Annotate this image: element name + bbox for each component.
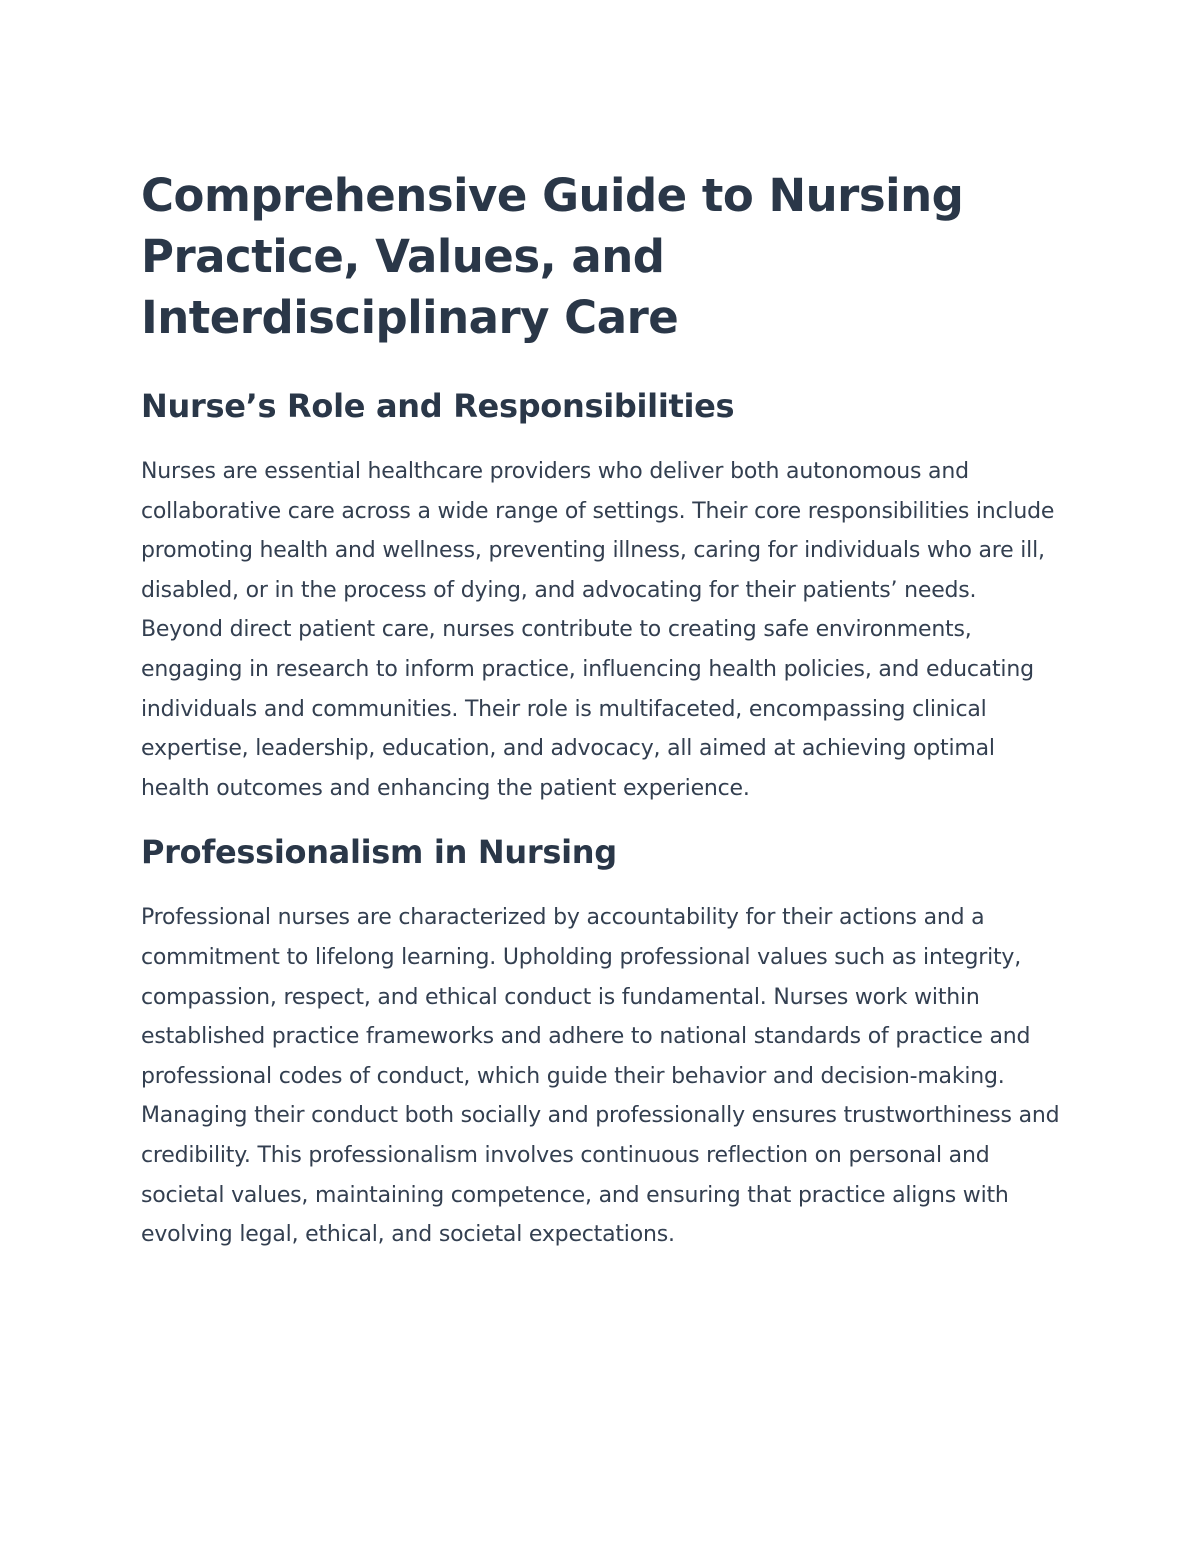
section-professionalism — [141, 832, 1061, 1254]
section-heading: Professionalism in Nursing — [141, 833, 617, 872]
section-heading: Nurse’s Role and Responsibilities — [141, 387, 735, 425]
document-page — [141, 165, 1061, 1279]
document-title: Comprehensive Guide to Nursing Practice, Values, and Interdisciplinary Care — [141, 169, 964, 344]
section-body: Professional nurses are characterized by accountability for their actions and a commitment to lifelong learning. Upholding professional values such as integrity, compassion, respect, and ethical conduct is fundamental. Nurses work within established practice frameworks and adhere to national standards of practice and professional codes of conduct, which guide their behavior and decision-making. Managing their conduct both socially and professionally ensures trustworthiness and credibility. This professionalism involves continuous reflection on personal and societal values, maintaining competence, and ensuring that practice aligns with evolving legal, ethical, and societal expectations. — [141, 905, 1060, 1248]
section-nurses-role — [141, 386, 1061, 808]
section-body: Nurses are essential healthcare providers who deliver both autonomous and collaborative care across a wide range of settings. Their core responsibilities include promoting health and wellness, preventing illness, caring for individuals who are ill, disabled, or in the process of dying, and advocating for their patients’ needs. Beyond direct patient care, nurses contribute to creating safe environments, engaging in research to inform practice, influencing health policies, and educating individuals and communities. Their role is multifaceted, encompassing clinical expertise, leadership, education, and advocacy, all aimed at achieving optimal health outcomes and enhancing the patient experience. — [141, 459, 1055, 801]
